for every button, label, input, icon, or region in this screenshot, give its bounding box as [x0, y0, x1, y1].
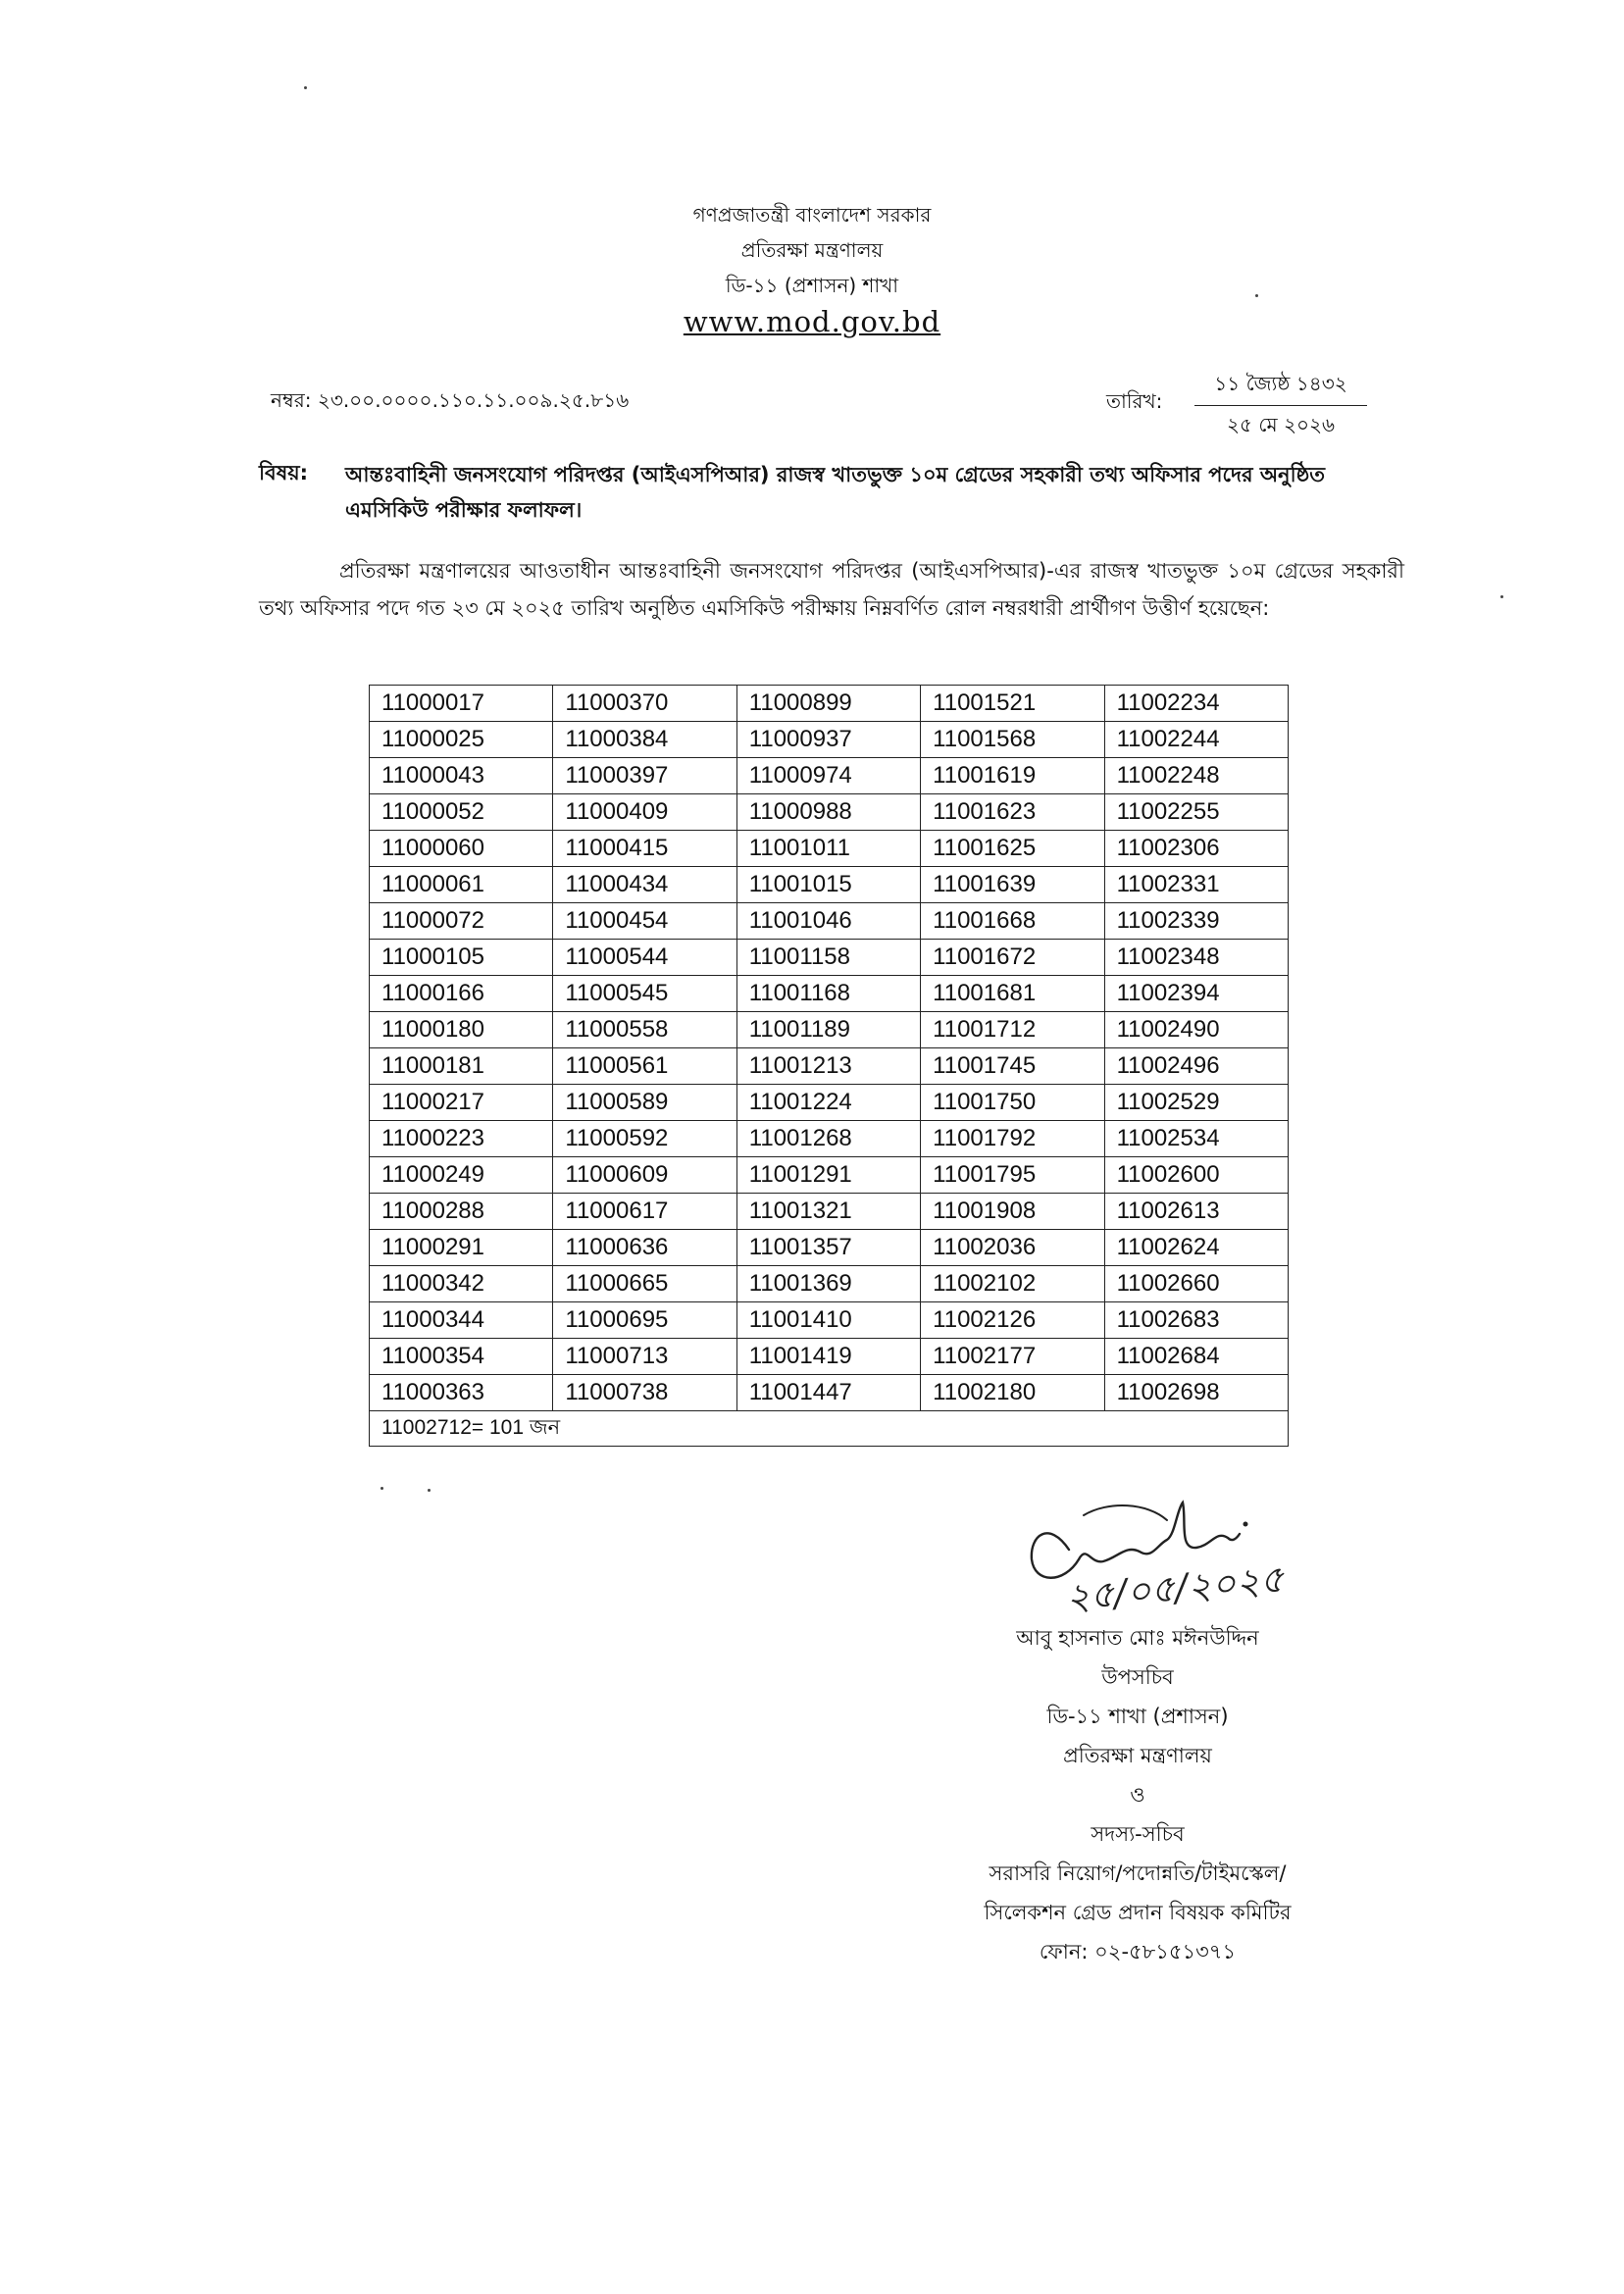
table-row	[370, 686, 1289, 722]
roll-number-cell: 11001369	[736, 1266, 920, 1302]
roll-number-cell: 11002180	[921, 1375, 1104, 1411]
table-row	[370, 758, 1289, 794]
signatory-conjunction: ও	[1130, 1783, 1145, 1807]
roll-number-cell: 11000370	[553, 686, 736, 722]
roll-number-cell: 11002684	[1104, 1339, 1288, 1375]
table-row	[370, 1048, 1289, 1085]
roll-number-cell: 11000043	[370, 758, 553, 794]
roll-number-cell: 11001168	[736, 976, 920, 1012]
roll-number-cell: 11002496	[1104, 1048, 1288, 1085]
table-row	[370, 940, 1289, 976]
roll-number-cell: 11001015	[736, 867, 920, 903]
roll-number-cell: 11000052	[370, 794, 553, 831]
roll-number-cell: 11000025	[370, 722, 553, 758]
table-row	[370, 1375, 1289, 1411]
table-row	[370, 1302, 1289, 1339]
table-row	[370, 1121, 1289, 1157]
roll-number-cell: 11000899	[736, 686, 920, 722]
roll-number-cell: 11000609	[553, 1157, 736, 1194]
roll-number-cell: 11001745	[921, 1048, 1104, 1085]
roll-number-cell: 11002306	[1104, 831, 1288, 867]
roll-number-cell: 11000363	[370, 1375, 553, 1411]
ministry-name: প্রতিরক্ষা মন্ত্রণালয়	[740, 238, 884, 262]
roll-number-cell: 11000288	[370, 1194, 553, 1230]
roll-number-cell: 11000558	[553, 1012, 736, 1048]
roll-number-cell: 11000344	[370, 1302, 553, 1339]
roll-number-cell: 11001672	[921, 940, 1104, 976]
roll-number-cell: 11001410	[736, 1302, 920, 1339]
roll-number-cell: 11002248	[1104, 758, 1288, 794]
roll-number-cell: 11002660	[1104, 1266, 1288, 1302]
roll-number-cell: 11000181	[370, 1048, 553, 1085]
roll-number-cell: 11000974	[736, 758, 920, 794]
body-paragraph: প্রতিরক্ষা মন্ত্রণালয়ের আওতাধীন আন্তঃবাহিনী জনসংযোগ পরিদপ্তর (আইএসপিআর)-এর রাজস্ব খাতভুক্ত ১০ম গ্রেডের সহকারী তথ্য অফিসার পদে গত ২৩ মে ২০২৫ তারিখ অনুষ্ঠিত এমসিকিউ পরীক্ষায় নিম্নবর্ণিত রোল নম্বরধারী প্রার্থীগণ উত্তীর্ণ হয়েছেন:	[259, 559, 1404, 620]
roll-number-cell: 11002234	[1104, 686, 1288, 722]
roll-number-cell: 11001447	[736, 1375, 920, 1411]
signature-mark	[1010, 1491, 1334, 1622]
roll-number-cell: 11002126	[921, 1302, 1104, 1339]
roll-number-cell: 11000589	[553, 1085, 736, 1121]
roll-number-cell: 11001712	[921, 1012, 1104, 1048]
roll-number-cell: 11001357	[736, 1230, 920, 1266]
signatory-role: সদস্য-সচিব	[1091, 1822, 1185, 1846]
roll-number-cell: 11001158	[736, 940, 920, 976]
roll-number-cell: 11000695	[553, 1302, 736, 1339]
roll-number-cell: 11001213	[736, 1048, 920, 1085]
roll-number-cell: 11002698	[1104, 1375, 1288, 1411]
signature-block	[883, 1618, 1393, 1971]
roll-number-cell: 11000249	[370, 1157, 553, 1194]
roll-number-cell: 11002394	[1104, 976, 1288, 1012]
roll-number-cell: 11000988	[736, 794, 920, 831]
roll-number-cell: 11001639	[921, 867, 1104, 903]
signatory-ministry: প্রতিরক্ষা মন্ত্রণালয়	[1063, 1744, 1212, 1767]
roll-number-cell: 11000017	[370, 686, 553, 722]
roll-number-cell: 11000060	[370, 831, 553, 867]
table-row	[370, 1230, 1289, 1266]
roll-number-cell: 11001189	[736, 1012, 920, 1048]
roll-number-cell: 11002036	[921, 1230, 1104, 1266]
roll-number-cell: 11000409	[553, 794, 736, 831]
roll-number-cell: 11000166	[370, 976, 553, 1012]
committee-line-2: সিলেকশন গ্রেড প্রদান বিষয়ক কমিটির	[984, 1901, 1292, 1924]
roll-number-cell: 11000937	[736, 722, 920, 758]
roll-number-cell: 11001046	[736, 903, 920, 940]
roll-number-table	[369, 685, 1289, 1447]
roll-number-cell: 11001419	[736, 1339, 920, 1375]
table-row	[370, 831, 1289, 867]
table-row	[370, 1266, 1289, 1302]
table-row	[370, 1085, 1289, 1121]
roll-number-cell: 11000592	[553, 1121, 736, 1157]
roll-number-cell: 11001321	[736, 1194, 920, 1230]
roll-number-cell: 11001668	[921, 903, 1104, 940]
table-row	[370, 867, 1289, 903]
roll-number-cell: 11002600	[1104, 1157, 1288, 1194]
roll-number-cell: 11002534	[1104, 1121, 1288, 1157]
branch-name: ডি-১১ (প্রশাসন) শাখা	[725, 274, 899, 297]
roll-number-cell: 11002244	[1104, 722, 1288, 758]
roll-number-cell: 11000617	[553, 1194, 736, 1230]
roll-number-cell: 11001521	[921, 686, 1104, 722]
government-name: গণপ্রজাতন্ত্রী বাংলাদেশ সরকার	[692, 203, 932, 227]
table-row	[370, 722, 1289, 758]
letterhead	[0, 197, 1624, 338]
roll-number-cell: 11002624	[1104, 1230, 1288, 1266]
signatory-branch: ডি-১১ শাখা (প্রশাসন)	[1046, 1705, 1229, 1728]
date-label: তারিখ:	[1106, 389, 1163, 413]
roll-number-cell: 11000223	[370, 1121, 553, 1157]
table-footer-row	[370, 1411, 1289, 1447]
roll-number-cell: 11000544	[553, 940, 736, 976]
signatory-phone: ফোন: ০২-৫৮১৫১৩৭১	[1039, 1940, 1237, 1963]
roll-number-cell: 11000105	[370, 940, 553, 976]
roll-number-cell: 11002331	[1104, 867, 1288, 903]
website-link[interactable]: www.mod.gov.bd	[683, 305, 941, 338]
roll-number-cell: 11000354	[370, 1339, 553, 1375]
roll-number-cell: 11002529	[1104, 1085, 1288, 1121]
handwritten-signature	[1010, 1491, 1334, 1618]
table-row	[370, 1012, 1289, 1048]
roll-number-cell: 11000545	[553, 976, 736, 1012]
scan-speck	[428, 1489, 431, 1492]
date-stack	[1194, 370, 1367, 443]
roll-number-cell: 11001795	[921, 1157, 1104, 1194]
roll-number-cell: 11000180	[370, 1012, 553, 1048]
roll-number-cell: 11002339	[1104, 903, 1288, 940]
roll-number-cell: 11000217	[370, 1085, 553, 1121]
total-count: 11002712= 101 জন	[370, 1411, 1289, 1447]
roll-number-cell: 11001792	[921, 1121, 1104, 1157]
table-row	[370, 1157, 1289, 1194]
roll-number-cell: 11001625	[921, 831, 1104, 867]
roll-number-cell: 11000636	[553, 1230, 736, 1266]
roll-number-cell: 11002255	[1104, 794, 1288, 831]
roll-number-cell: 11000454	[553, 903, 736, 940]
memo-number: নম্বর: ২৩.০০.০০০০.১১০.১১.০০৯.২৫.৮১৬	[271, 388, 630, 412]
roll-number-cell: 11000738	[553, 1375, 736, 1411]
roll-number-cell: 11002102	[921, 1266, 1104, 1302]
roll-number-cell: 11001568	[921, 722, 1104, 758]
roll-number-cell: 11000072	[370, 903, 553, 940]
roll-number-cell: 11000434	[553, 867, 736, 903]
roll-number-cell: 11002348	[1104, 940, 1288, 976]
roll-number-cell: 11001224	[736, 1085, 920, 1121]
roll-number-cell: 11001623	[921, 794, 1104, 831]
roll-number-cell: 11000384	[553, 722, 736, 758]
roll-number-cell: 11000061	[370, 867, 553, 903]
roll-number-cell: 11001908	[921, 1194, 1104, 1230]
roll-number-cell: 11001681	[921, 976, 1104, 1012]
signatory-name: আবু হাসনাত মোঃ মঈনউদ্দিন	[1016, 1626, 1259, 1650]
roll-number-cell: 11002613	[1104, 1194, 1288, 1230]
scan-speck	[381, 1487, 383, 1490]
roll-number-cell: 11001268	[736, 1121, 920, 1157]
subject-label: বিষয়:	[259, 461, 309, 484]
handwritten-date: ২৫/০৫/২০২৫	[1063, 1556, 1287, 1618]
table-row	[370, 1194, 1289, 1230]
table-row	[370, 1339, 1289, 1375]
roll-number-cell: 11001619	[921, 758, 1104, 794]
table-row	[370, 976, 1289, 1012]
roll-number-cell: 11000415	[553, 831, 736, 867]
roll-number-cell: 11000291	[370, 1230, 553, 1266]
date-bangla: ১১ জ্যৈষ্ঠ ১৪৩২	[1194, 370, 1367, 406]
scan-speck	[304, 86, 307, 89]
roll-number-cell: 11000561	[553, 1048, 736, 1085]
roll-number-cell: 11000713	[553, 1339, 736, 1375]
roll-number-cell: 11002177	[921, 1339, 1104, 1375]
scan-speck	[1255, 294, 1258, 297]
roll-number-cell: 11000342	[370, 1266, 553, 1302]
roll-number-cell: 11000665	[553, 1266, 736, 1302]
roll-number-cell: 11002683	[1104, 1302, 1288, 1339]
table-row	[370, 794, 1289, 831]
table-row	[370, 903, 1289, 940]
roll-number-cell: 11001291	[736, 1157, 920, 1194]
roll-number-cell: 11002490	[1104, 1012, 1288, 1048]
committee-line-1: সরাসরি নিয়োগ/পদোন্নতি/টাইমস্কেল/	[989, 1861, 1287, 1885]
scan-speck	[1500, 595, 1503, 598]
roll-number-cell: 11001750	[921, 1085, 1104, 1121]
date-gregorian: ২৫ মে ২০২৬	[1227, 413, 1335, 436]
roll-number-cell: 11001011	[736, 831, 920, 867]
subject-text: আন্তঃবাহিনী জনসংযোগ পরিদপ্তর (আইএসপিআর) রাজস্ব খাতভুক্ত ১০ম গ্রেডের সহকারী তথ্য অফিসার পদের অনুষ্ঠিত এমসিকিউ পরীক্ষার ফলাফল।	[345, 463, 1326, 522]
roll-number-cell: 11000397	[553, 758, 736, 794]
signatory-designation: উপসচিব	[1101, 1665, 1174, 1689]
